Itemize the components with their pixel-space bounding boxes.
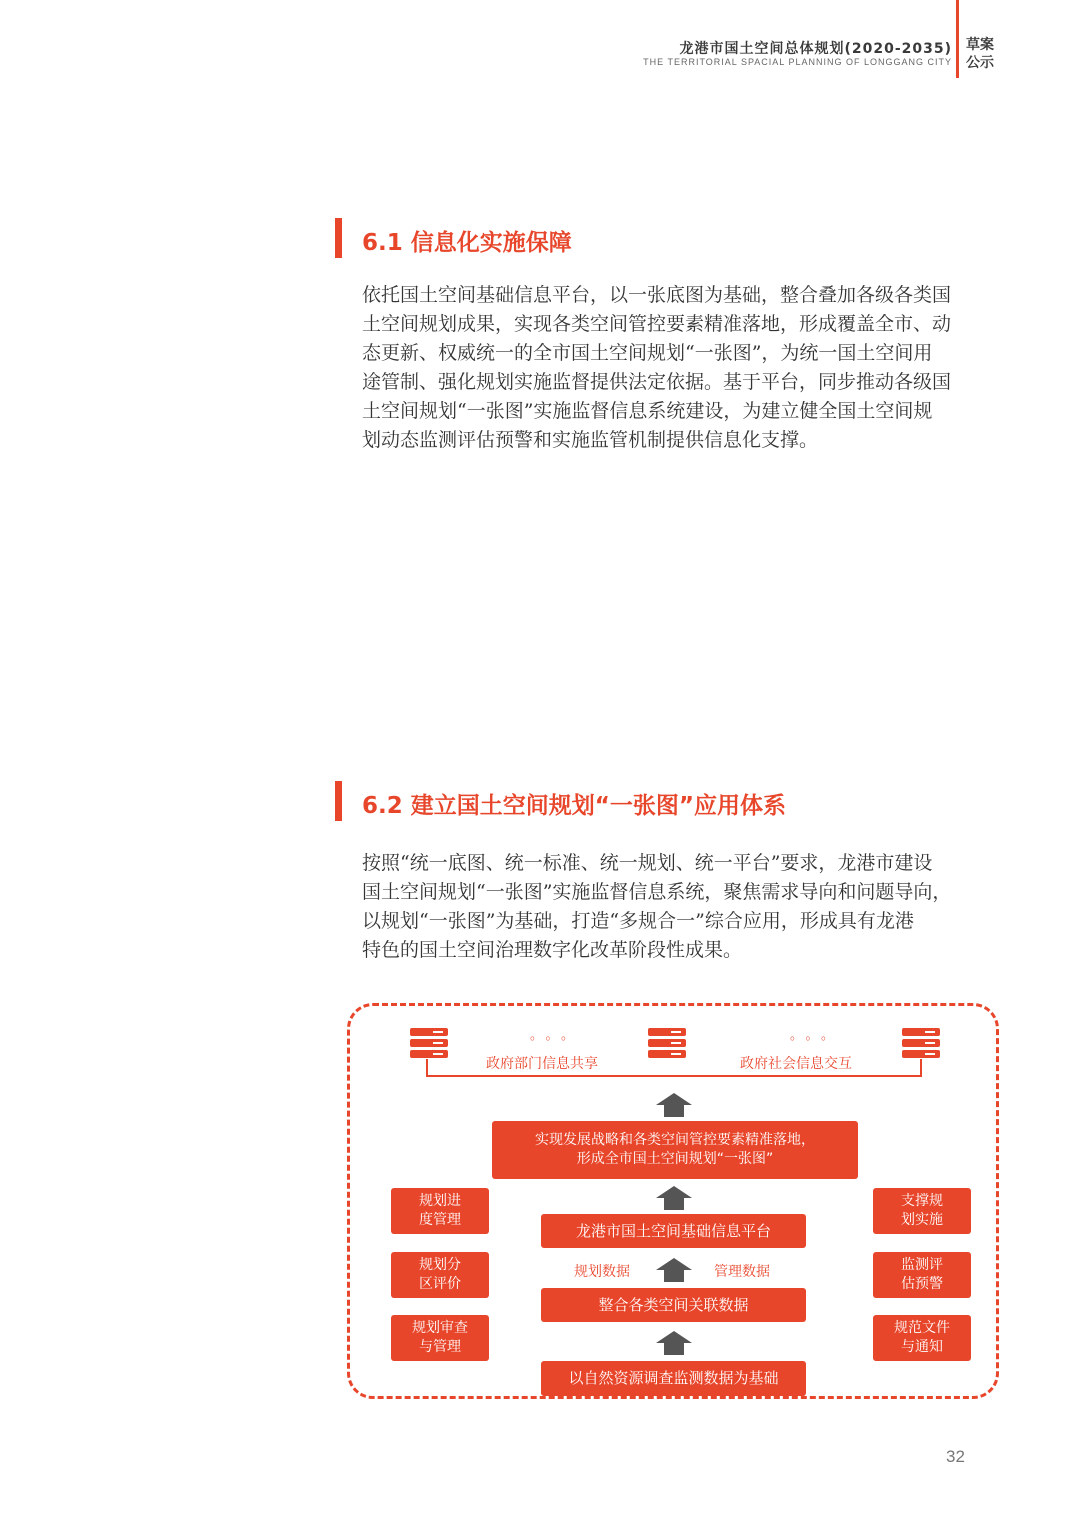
draft-badge bbox=[966, 36, 994, 72]
right-item-box bbox=[873, 1315, 971, 1361]
box-line: 与管理 bbox=[419, 1339, 461, 1355]
paragraph-line: 土空间规划成果，实现各类空间管控要素精准落地，形成覆盖全市、动 bbox=[362, 313, 952, 335]
box-line: 规划审查 bbox=[412, 1320, 468, 1336]
left-item-box bbox=[391, 1188, 489, 1234]
right-item-box bbox=[873, 1252, 971, 1298]
left-item-box bbox=[391, 1315, 489, 1361]
right-item-box bbox=[873, 1188, 971, 1234]
connector-bracket bbox=[426, 1059, 922, 1077]
box-line: 区评价 bbox=[419, 1276, 461, 1292]
server-icon bbox=[648, 1028, 686, 1058]
up-arrow-icon bbox=[656, 1093, 692, 1117]
paragraph-line: 划动态监测评估预警和实施监管机制提供信息化支撑。 bbox=[362, 429, 819, 451]
page-number: 32 bbox=[946, 1447, 965, 1466]
header-divider bbox=[956, 0, 959, 78]
goal-box bbox=[492, 1121, 858, 1179]
box-line: 支撑规 bbox=[901, 1193, 943, 1209]
box-line: 度管理 bbox=[419, 1212, 461, 1228]
box-line: 划实施 bbox=[901, 1212, 943, 1228]
section-marker bbox=[335, 218, 342, 258]
paragraph-line: 按照“统一底图、统一标准、统一规划、统一平台”要求，龙港市建设 bbox=[362, 852, 933, 874]
platform-box: 龙港市国土空间基础信息平台 bbox=[541, 1214, 806, 1248]
paragraph-line: 国土空间规划“一张图”实施监督信息系统，聚焦需求导向和问题导向， bbox=[362, 881, 952, 903]
draft-badge-line1: 草案 bbox=[966, 37, 994, 53]
document-subtitle: THE TERRITORIAL SPACIAL PLANNING OF LONGGANG CITY bbox=[643, 57, 952, 67]
paragraph-line: 土空间规划“一张图”实施监督信息系统建设，为建立健全国土空间规 bbox=[362, 400, 933, 422]
section-title-6-2: 6.2 建立国土空间规划“一张图”应用体系 bbox=[362, 793, 786, 819]
left-item-box bbox=[391, 1252, 489, 1298]
paragraph-line: 态更新、权威统一的全市国土空间规划“一张图”，为统一国土空间用 bbox=[362, 342, 933, 364]
box-line: 规划进 bbox=[419, 1193, 461, 1209]
goal-box-line1: 实现发展战略和各类空间管控要素精准落地， bbox=[535, 1132, 815, 1148]
section-marker bbox=[335, 781, 342, 821]
label-government-sharing: 政府部门信息共享 bbox=[486, 1056, 598, 1072]
up-arrow-icon bbox=[656, 1331, 692, 1355]
integrate-data-box: 整合各类空间关联数据 bbox=[541, 1288, 806, 1322]
box-line: 与通知 bbox=[901, 1339, 943, 1355]
draft-badge-line2: 公示 bbox=[966, 55, 994, 71]
up-arrow-icon bbox=[656, 1186, 692, 1210]
label-planning-data: 规划数据 bbox=[574, 1264, 630, 1280]
box-line: 估预警 bbox=[901, 1276, 943, 1292]
section-body-6-1 bbox=[362, 281, 1002, 455]
base-data-box: 以自然资源调查监测数据为基础 bbox=[541, 1361, 806, 1396]
section-body-6-2 bbox=[362, 849, 1002, 965]
up-arrow-icon bbox=[656, 1258, 692, 1282]
paragraph-line: 依托国土空间基础信息平台，以一张底图为基础，整合叠加各级各类国 bbox=[362, 284, 952, 306]
ellipsis-dots: 。。。 bbox=[530, 1028, 584, 1043]
box-line: 规范文件 bbox=[894, 1320, 950, 1336]
box-line: 规划分 bbox=[419, 1257, 461, 1273]
paragraph-line: 途管制、强化规划实施监督提供法定依据。基于平台，同步推动各级国 bbox=[362, 371, 952, 393]
box-line: 监测评 bbox=[901, 1257, 943, 1273]
document-title: 龙港市国土空间总体规划(2020-2035) bbox=[679, 41, 952, 57]
label-management-data: 管理数据 bbox=[714, 1264, 770, 1280]
section-title-6-1: 6.1 信息化实施保障 bbox=[362, 230, 572, 256]
server-icon bbox=[410, 1028, 448, 1058]
paragraph-line: 特色的国土空间治理数字化改革阶段性成果。 bbox=[362, 939, 743, 961]
goal-box-line2: 形成全市国土空间规划“一张图” bbox=[576, 1151, 774, 1167]
ellipsis-dots: 。。。 bbox=[790, 1028, 844, 1043]
label-society-interaction: 政府社会信息交互 bbox=[740, 1056, 852, 1072]
server-icon bbox=[902, 1028, 940, 1058]
paragraph-line: 以规划“一张图”为基础，打造“多规合一”综合应用，形成具有龙港 bbox=[362, 910, 914, 932]
